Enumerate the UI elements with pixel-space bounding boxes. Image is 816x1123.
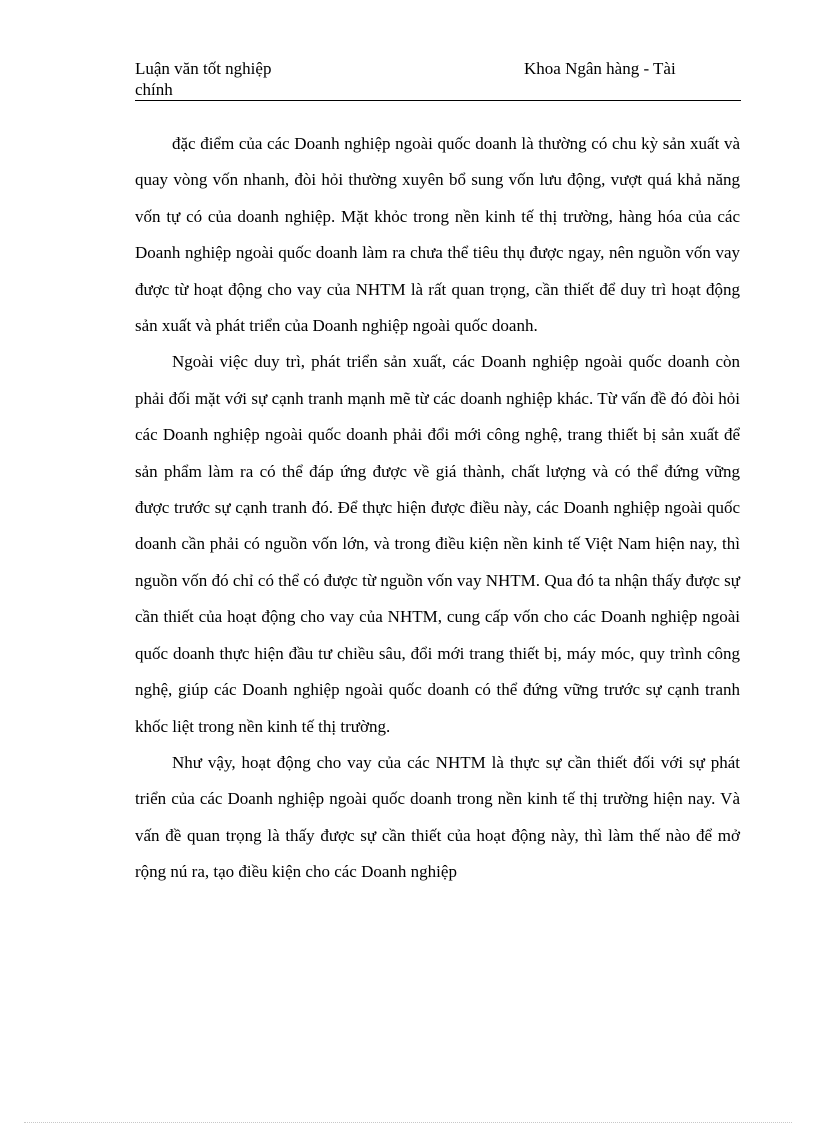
header-faculty: Khoa Ngân hàng - Tài [524, 59, 676, 78]
paragraph-3: Như vậy, hoạt động cho vay của các NHTM là thực sự cần thiết đối với sự phát triển của các Doanh nghiệp ngoài quốc doanh trong nền kinh tế thị trường hiện nay. Và vấn đề quan trọng là thấy được sự cần thiết của hoạt động này, thì làm thế nào để mở rộng nú ra, tạo điều kiện cho các Doanh nghiệp [135, 752, 740, 882]
header-left-line1: Luận văn tốt nghiệp [135, 59, 272, 78]
header-left-line2: chính [135, 80, 173, 99]
header-divider [135, 100, 741, 101]
body-text [135, 126, 740, 891]
paragraph-1: đặc điểm của các Doanh nghiệp ngoài quốc doanh là thường có chu kỳ sản xuất và quay vòng vốn nhanh, đòi hỏi thường xuyên bổ sung vốn lưu động, vượt quá khả năng vốn tự có của doanh nghiệp. Mặt khỏc trong nền kinh tế thị trường, hàng hóa của các Doanh nghiệp ngoài quốc doanh làm ra chưa thể tiêu thụ được ngay, nên nguồn vốn vay được từ hoạt động cho vay của NHTM là rất quan trọng, cần thiết để duy trì hoạt động sản xuất và phát triển của Doanh nghiệp ngoài quốc doanh. [135, 134, 740, 336]
page-header [135, 58, 740, 100]
header-thesis-title [135, 58, 315, 100]
paragraph-2: Ngoài việc duy trì, phát triển sản xuất, các Doanh nghiệp ngoài quốc doanh còn phải đối mặt với sự cạnh tranh mạnh mẽ từ các doanh nghiệp khác. Từ vấn đề đó đòi hỏi các Doanh nghiệp ngoài quốc doanh phải đổi mới công nghệ, trang thiết bị sản xuất để sản phẩm làm ra có thể đáp ứng được về giá thành, chất lượng và có thể đứng vững được trước sự cạnh tranh đó. Để thực hiện được điều này, các Doanh nghiệp ngoài quốc doanh cần phải có nguồn vốn lớn, và trong điều kiện nền kinh tế Việt Nam hiện nay, thì nguồn vốn đó chỉ có thể có được từ nguồn vốn vay NHTM. Qua đó ta nhận thấy được sự cần thiết của hoạt động cho vay của NHTM, cung cấp vốn cho các Doanh nghiệp ngoài quốc doanh thực hiện đầu tư chiều sâu, đổi mới trang thiết bị, máy móc, quy trình công nghệ, giúp các Doanh nghiệp ngoài quốc doanh có thể đứng vững trước sự cạnh tranh khốc liệt trong nền kinh tế thị trường. [135, 352, 740, 736]
